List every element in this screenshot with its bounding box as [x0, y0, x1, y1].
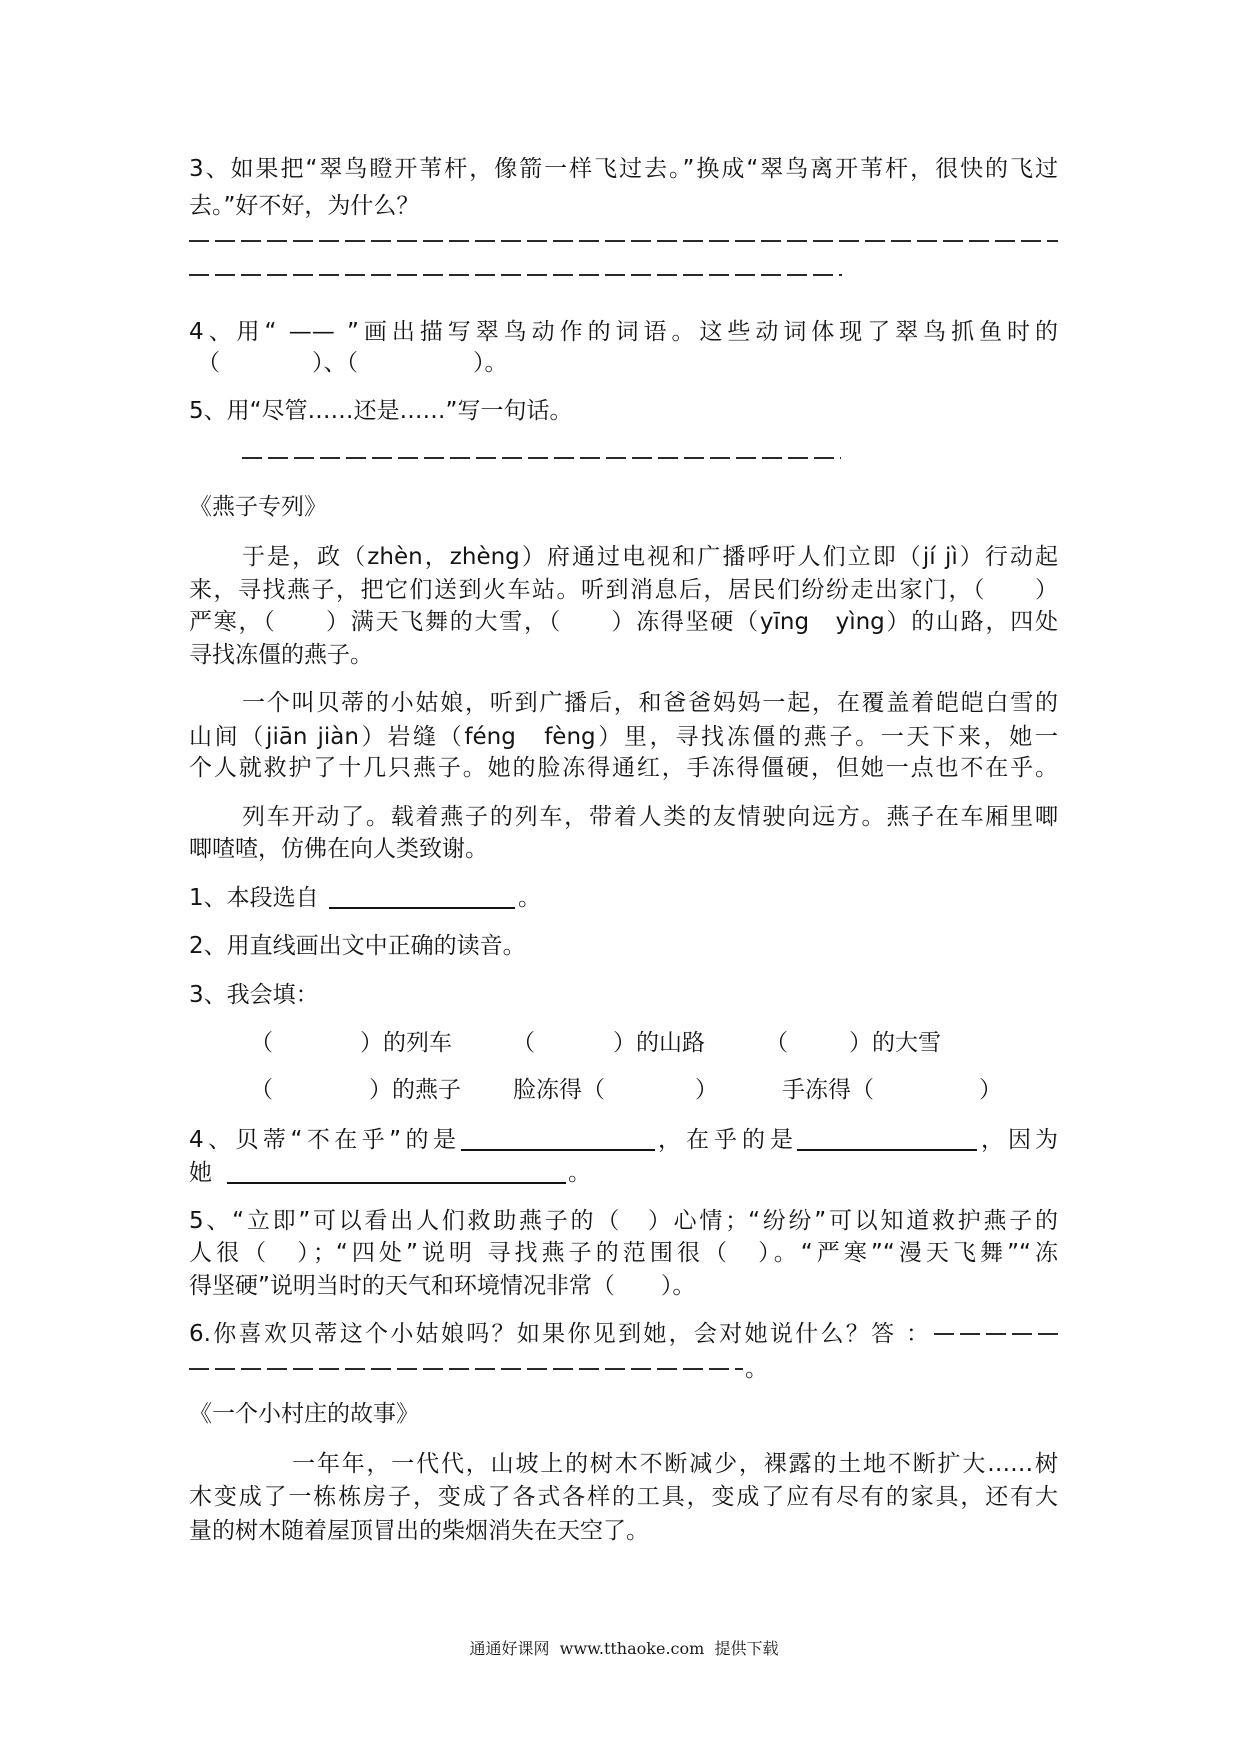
fill-item: ） [979, 1077, 1002, 1103]
paragraph-line: 个人就救护了十几只燕子。她的脸冻得通红，手冻得僵硬，但她一点也不在乎。 [189, 755, 1058, 781]
answer-blank [461, 1149, 655, 1151]
page-footer: 通通好课网 www.tthaoke.com 提供下载 [469, 1639, 779, 1658]
fill-item: ） [695, 1077, 718, 1103]
paragraph-line: 木变成了一栋栋房子，变成了各式各样的工具，变成了应有尽有的家具，还有大 [189, 1484, 1058, 1510]
paragraph-line: 一年年，一代代，山坡上的树木不断减少，裸露的土地不断扩大……树 [292, 1451, 1058, 1477]
fill-item: （ [512, 1030, 535, 1056]
answer-blank [329, 907, 515, 909]
section-title-village: 《一个小村庄的故事》 [189, 1401, 419, 1427]
yanzi-question-1-end: 。 [518, 885, 541, 911]
question-4-line-1: 4、用“ —— ”画出描写翠鸟动作的词语。这些动词体现了翠鸟抓鱼时的 [189, 319, 1058, 345]
yanzi-question-5-line: 得坚硬”说明当时的天气和环境情况非常（ ）。 [189, 1273, 696, 1299]
question-3-line-2: 去。”好不好，为什么？ [189, 193, 420, 219]
yanzi-question-4-end: 。 [568, 1160, 591, 1186]
answer-line [934, 1333, 1058, 1335]
section-title-yanzi: 《燕子专列》 [189, 494, 327, 520]
paragraph-line: 一个叫贝蒂的小姑娘，听到广播后，和爸爸妈妈一起，在覆盖着皑皑白雪的 [242, 690, 1058, 716]
paragraph-line: 量的树木随着屋顶冒出的柴烟消失在天空了。 [189, 1518, 649, 1544]
question-4-line-2: （ ）、（ ）。 [197, 350, 508, 376]
yanzi-question-5-line: 5、“立即”可以看出人们救助燕子的（ ）心情；“纷纷”可以知道救护燕子的 [189, 1208, 1058, 1234]
fill-item: ）的大雪 [849, 1030, 941, 1056]
paragraph-line: 来，寻找燕子，把它们送到火车站。听到消息后，居民们纷纷走出家门，（ ） [189, 577, 1058, 603]
answer-line [189, 274, 842, 276]
yanzi-question-2: 2、用直线画出文中正确的读音。 [189, 933, 526, 959]
yanzi-question-3: 3、我会填： [189, 982, 319, 1008]
fill-item: 手冻得（ [782, 1077, 874, 1103]
fill-item: ）的列车 [360, 1030, 452, 1056]
answer-blank [797, 1149, 977, 1151]
fill-item: （ [250, 1030, 273, 1056]
yanzi-question-4-part-2: ，在乎的是 [658, 1127, 793, 1153]
yanzi-question-5-line: 人很（ ）；“四处”说明 寻找燕子的范围很（ ）。“严寒”“漫天飞舞”“冻 [189, 1240, 1058, 1266]
answer-line [189, 240, 1058, 242]
paragraph-line: 于是，政（zhèn，zhèng）府通过电视和广播呼吁人们立即（jí jì）行动起 [242, 544, 1058, 570]
answer-line [242, 457, 841, 459]
answer-line [189, 1368, 743, 1370]
fill-item: ）的燕子 [369, 1077, 461, 1103]
fill-item: ）的山路 [613, 1030, 705, 1056]
paragraph-line: 唧喳喳，仿佛在向人类致谢。 [189, 836, 488, 862]
yanzi-question-6-end: 。 [745, 1356, 768, 1382]
paragraph-line: 列车开动了。载着燕子的列车，带着人类的友情驶向远方。燕子在车厢里唧 [242, 804, 1058, 830]
question-5: 5、用“尽管……还是……”写一句话。 [189, 398, 573, 424]
yanzi-question-4-line-2: 她 [189, 1160, 212, 1186]
paragraph-line: 山间（jiān jiàn）岩缝（féng fèng）里，寻找冻僵的燕子。一天下来，她一 [189, 724, 1058, 750]
yanzi-question-1: 1、本段选自 [189, 885, 319, 911]
answer-blank [227, 1182, 566, 1184]
fill-item: 脸冻得（ [513, 1077, 605, 1103]
yanzi-question-4: 4、贝蒂“不在乎”的是 [189, 1127, 456, 1153]
question-3-line-1: 3、如果把“翠鸟瞪开苇杆，像箭一样飞过去。”换成“翠鸟离开苇杆，很快的飞过 [189, 156, 1058, 182]
fill-item: （ [250, 1077, 273, 1103]
fill-item: （ [765, 1030, 788, 1056]
yanzi-question-6: 6.你喜欢贝蒂这个小姑娘吗？如果你见到她，会对她说什么？答 ： [189, 1321, 929, 1347]
yanzi-question-4-part-3: ，因为 [981, 1127, 1058, 1153]
paragraph-line: 严寒，（ ）满天飞舞的大雪，（ ）冻得坚硬（yīng yìng）的山路，四处 [189, 609, 1058, 635]
paragraph-line: 寻找冻僵的燕子。 [189, 642, 373, 668]
